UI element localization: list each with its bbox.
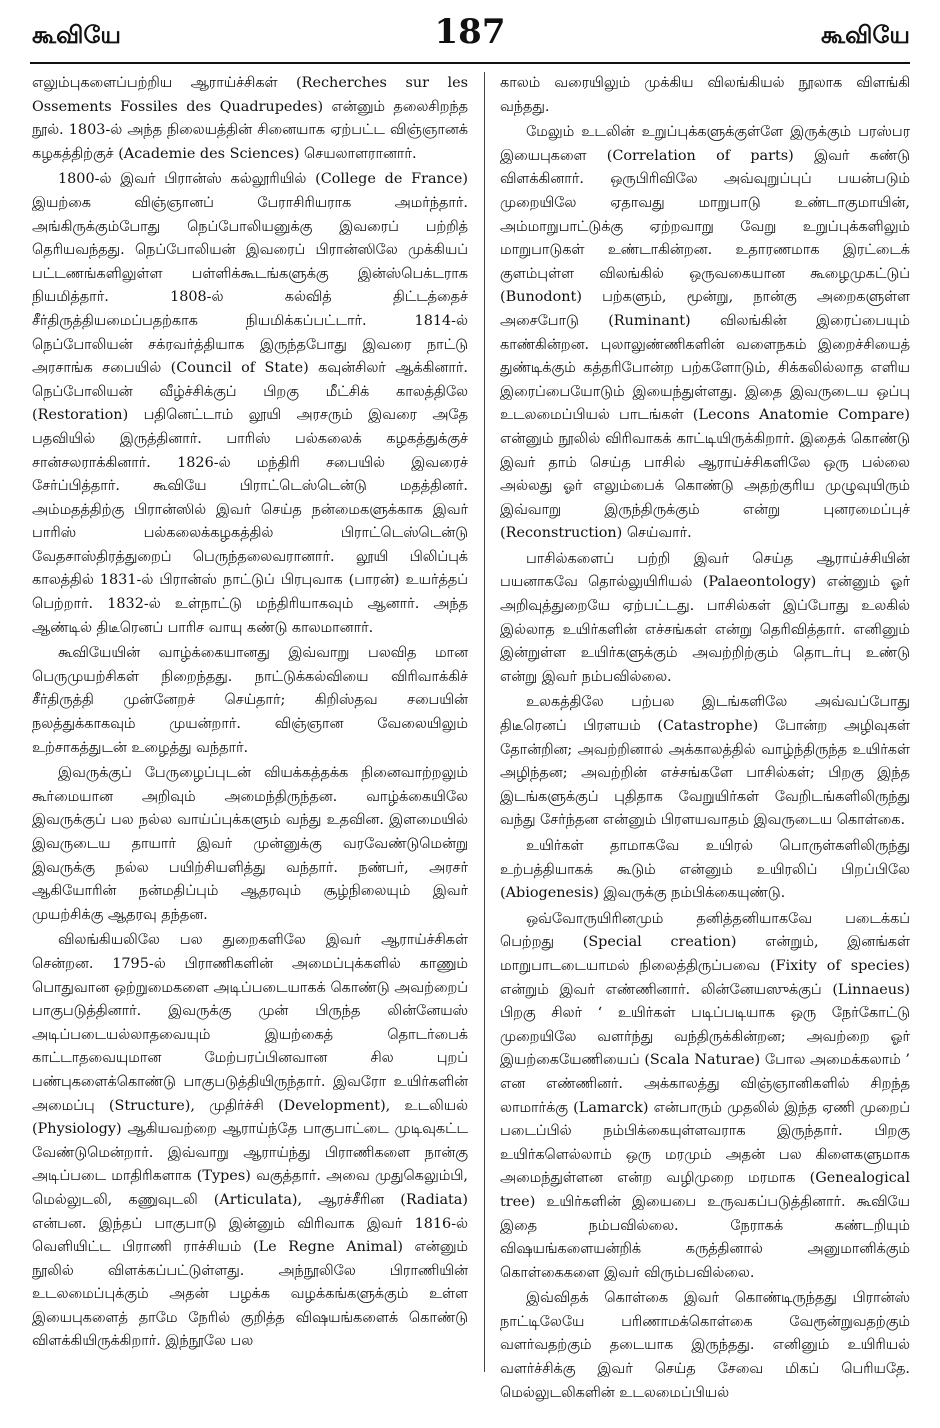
header-rule [30, 62, 910, 64]
left-column [32, 72, 468, 1412]
column-divider [484, 72, 485, 1372]
paragraph: இவ்விதக் கொள்கை இவர் கொண்டிருந்தது பிரான்ஸ் நாட்டிலேயே பரிணாமக்கொள்கை வேரூன்றுவதற்கும் வளர்வதற்கும் தடையாக இருந்தது. எனினும் உயிரியல் வளர்ச்சிக்கு இவர் செய்த சேவை மிகப் பெரியதே. மெல்லுடலிகளின் உடலமைப்பியல் [500, 1290, 910, 1401]
paragraph: 1800-ல் இவர் பிரான்ஸ் கல்லூரியில் (College de France) இயற்கை விஞ்ஞானப் பேராசிரியராக அமர்ந்தார். அங்கிருக்கும்போது நெப்போலியனுக்கு இவரைப் பற்றித் தெரியவந்தது. நெப்போலியன் இவரைப் பிரான்ஸிலே முக்கியப் பட்டணங்களிலுள்ள பள்ளிக்கூடங்களுக்கு இன்ஸ்பெக்டராக நியமித்தார். 1808-ல் கல்வித் திட்டத்தைச் சீர்திருத்தியமைப்பதற்காக நியமிக்கப்பட்டார். 1814-ல் நெப்போலியன் சக்ரவர்த்தியாக இருந்தபோது இவரை நாட்டு அரசாங்க சபையில் (Council of State) கவுன்சிலர் ஆக்கினார். நெப்போலியன் வீழ்ச்சிக்குப் பிறகு மீட்சிக் காலத்திலே (Restoration) பதினெட்டாம் லூயி அரசரும் இவரை அதே பதவியில் இருத்தினார். பாரிஸ் பல்கலைக் கழகத்துக்குச் சான்சலராக்கினார். 1826-ல் மந்திரி சபையில் இவரைச் சேர்ப்பித்தார். கூவியே பிராட்டெஸ்டென்டு மதத்தினர். அம்மதத்திற்கு பிரான்ஸில் இவர் செய்த நன்மைகளுக்காக இவர் பாரிஸ் பல்கலைக்கழகத்தில் பிராட்டெஸ்டென்டு வேதசாஸ்திரத்துறைப் பெருந்தலைவரானார். லூயி பிலிப்புக் காலத்தில் 1831-ல் பிரான்ஸ் நாட்டுப் பிரபுவாக (பாரன்) உயர்த்தப் பெற்றார். 1832-ல் உள்நாட்டு மந்திரியாகவும் ஆனார். அந்த ஆண்டில் திடீரெனப் பாரிச வாயு கண்டு காலமானார். [32, 171, 468, 636]
paragraph: இவருக்குப் பேருழைப்புடன் வியக்கத்தக்க நினைவாற்றலும் கூர்மையான அறிவும் அமைந்திருந்தன. வாழ்க்கையிலே இவருக்குப் பல நல்ல வாய்ப்புக்களும் வந்து உதவின. இளமையில் இவருடைய தாயார் இவர் முன்னுக்கு வரவேண்டுமென்று இவருக்கு நல்ல பயிற்சியளித்து வந்தார். நண்பர், அரசர் ஆகியோரின் நன்மதிப்பும் ஆதரவும் சூழ்நிலையும் இவர் முயற்சிக்கு ஆதரவு தந்தன. [32, 765, 468, 923]
right-column [500, 72, 910, 1412]
paragraph: உலகத்திலே பற்பல இடங்களிலே அவ்வப்போது திடீரெனப் பிரளயம் (Catastrophe) போன்ற அழிவுகள் தோன்றின; அவற்றினால் அக்காலத்தில் வாழ்ந்திருந்த உயிர்கள் அழிந்தன; அவற்றின் எச்சங்களே பாசில்கள்; பிறகு இந்த இடங்களுக்குப் புதிதாக வேறுயிர்கள் வேறிடங்களிலிருந்து வந்து சேர்ந்தன என்னும் பிரளயவாதம் இவருடைய கொள்கை. [500, 694, 910, 829]
paragraph: காலம் வரையிலும் முக்கிய விலங்கியல் நூலாக விளங்கி வந்தது. [500, 75, 910, 115]
running-head-right: கூவியே [821, 20, 910, 49]
paragraph: எலும்புகளைப்பற்றிய ஆராய்ச்சிகள் (Recherches sur les Ossements Fossiles des Quadrupedes) என்னும் தலைசிறந்த நூல். 1803-ல் அந்த நிலையத்தின் சினையாக ஏற்பட்ட விஞ்ஞானக் கழகத்திற்குச் (Academie des Sciences) செயலாளரானார். [32, 75, 468, 162]
paragraph: ஒவ்வோருயிரினமும் தனித்தனியாகவே படைக்கப் பெற்றது (Special creation) என்றும், இனங்கள் மாறுபாடடையாமல் நிலைத்திருப்பவை (Fixity of species) என்றும் இவர் எண்ணினார். லின்னேயஸுக்குப் (Linnaeus) பிறகு சிலர் ‘ உயிர்கள் படிப்படியாக ஒரு நேர்கோட்டு முறையிலே வளர்ந்து வந்திருக்கின்றன; அவற்றை ஓர் இயற்கையேணியைப் (Scala Naturae) போல அமைக்கலாம் ’ என எண்ணினர். அக்காலத்து விஞ்ஞானிகளில் சிறந்த லாமார்க்கு (Lamarck) என்பாரும் முதலில் இந்த ஏணி முறைப் படைப்பில் நம்பிக்கையுள்ளவராக இருந்தார். பிறகு உயிர்களெல்லாம் ஒரு மரமும் அதன் பல கிளைகளுமாக அமைந்துள்ளன என்ற வழிமுறை மரமாக (Genealogical tree) உயிர்களின் இயைபை உருவகப்படுத்தினார். கூவியே இதை நம்பவில்லை. நேராகக் கண்டறியும் விஷயங்களையன்றிக் கருத்தினால் அனுமானிக்கும் கொள்கைகளை இவர் விரும்பவில்லை. [500, 910, 910, 1281]
page-header [0, 10, 940, 62]
paragraph: மேலும் உடலின் உறுப்புக்களுக்குள்ளே இருக்கும் பரஸ்பர இயைபுகளை (Correlation of parts) இவர் கண்டு விளக்கினார். ஒருபிரிவிலே அவ்வுறுப்புப் பயன்படும் முறையிலே ஏதாவது மாறுபாடு உண்டாகுமாயின், அம்மாறுபாட்டுக்கு ஏற்றவாறு வேறு உறுப்புக்களிலும் மாறுபாடுகள் உண்டாகின்றன. உதாரணமாக இரட்டைக் குளம்புள்ள விலங்கில் ஒருவகையான கூழைமுகட்டுப் (Bunodont) பற்களும், மூன்று, நான்கு அறைகளுள்ள அசைபோடு (Ruminant) விலங்கின் இரைப்பையும் காண்கின்றன. புலாலுண்ணிகளின் வளைநகம் இறைச்சியைத் துண்டிக்கும் கத்தரிபோன்ற பற்களோடும், சிக்கலில்லாத எளிய இரைப்பையோடும் இயைந்துள்ளது. இதை இவருடைய ஒப்பு உடலமைப்பியல் பாடங்கள் (Lecons Anatomie Compare) என்னும் நூலில் விரிவாகக் காட்டியிருக்கிறார். இதைக் கொண்டு இவர் தாம் செய்த பாசில் ஆராய்ச்சிகளிலே ஒரு பல்லை அல்லது ஓர் எலும்பைக் கொண்டு அதற்குரிய முழுவுயிரும் இவ்வாறு இருந்திருக்கும் என்று புனரமைப்புச் (Reconstruction) செய்வார். [500, 124, 910, 542]
paragraph: கூவியேயின் வாழ்க்கையானது இவ்வாறு பலவித மான பெருமுயற்சிகள் நிறைந்தது. நாட்டுக்கல்வியை விரிவாக்கிச் சீர்திருத்தி முன்னேறச் செய்தார்; கிறிஸ்தவ சபையின் நலத்துக்காகவும் முயன்றார். விஞ்ஞான வேலையிலும் உற்சாகத்துடன் உழைத்து வந்தார். [32, 645, 468, 756]
paragraph: பாசில்களைப் பற்றி இவர் செய்த ஆராய்ச்சியின் பயனாகவே தொல்லுயிரியல் (Palaeontology) என்னும் ஓர் அறிவுத்துறையே ஏற்பட்டது. பாசில்கள் இப்போது உலகில் இல்லாத உயிர்களின் எச்சங்கள் என்று தெரிவித்தார். எனினும் இன்றுள்ள உயிர்களுக்கும் அவற்றிற்கும் தொடர்பு உண்டு என்று இவர் நம்பவில்லை. [500, 550, 910, 685]
paragraph: உயிர்கள் தாமாகவே உயிரல் பொருள்களிலிருந்து உற்பத்தியாகக் கூடும் என்னும் உயிரலிப் பிறப்பிலே (Abiogenesis) இவருக்கு நம்பிக்கையுண்டு. [500, 838, 910, 902]
page-number: 187 [434, 12, 506, 52]
paragraph: விலங்கியலிலே பல துறைகளிலே இவர் ஆராய்ச்சிகள் சென்றன. 1795-ல் பிராணிகளின் அமைப்புக்களில் காணும் பொதுவான ஒற்றுமைகளை அடிப்படையாகக் கொண்டு அவற்றைப் பாகுபடுத்தினார். இவருக்கு முன் பிருந்த லின்னேயஸ் அடிப்படையல்லாதவையும் இயற்கைத் தொடர்பைக் காட்டாதவையுமான மேற்பரப்பினவான சில புறப் பண்புகளைக்கொண்டு பாகுபடுத்தியிருந்தார். இவரோ உயிர்களின் அமைப்பு (Structure), முதிர்ச்சி (Development), உடலியல் (Physiology) ஆகியவற்றை ஆராய்ந்தே பாகுபாட்டை முடிவுகட்ட வேண்டுமென்றார். இவ்வாறு ஆராய்ந்து பிராணிகளை நான்கு அடிப்படை மாதிரிகளாக (Types) வகுத்தார். அவை முதுகெலும்பி, மெல்லுடலி, கணுவுடலி (Articulata), ஆரச்சீரின (Radiata) என்பன. இந்தப் பாகுபாடு இன்னும் விரிவாக இவர் 1816-ல் வெளியிட்ட பிராணி ராச்சியம் (Le Regne Animal) என்னும் நூலில் விளக்கப்பட்டுள்ளது. அந்நூலிலே பிராணியின் உடலமைப்புக்கும் அதன் பழக்க வழக்கங்களுக்கும் உள்ள இயைபுகளைத் தாமே நேரில் குறித்த விஷயங்களைக் கொண்டு விளக்கியிருக்கிறார். இந்நூலே பல [32, 932, 468, 1350]
running-head-left: கூவியே [32, 20, 121, 49]
